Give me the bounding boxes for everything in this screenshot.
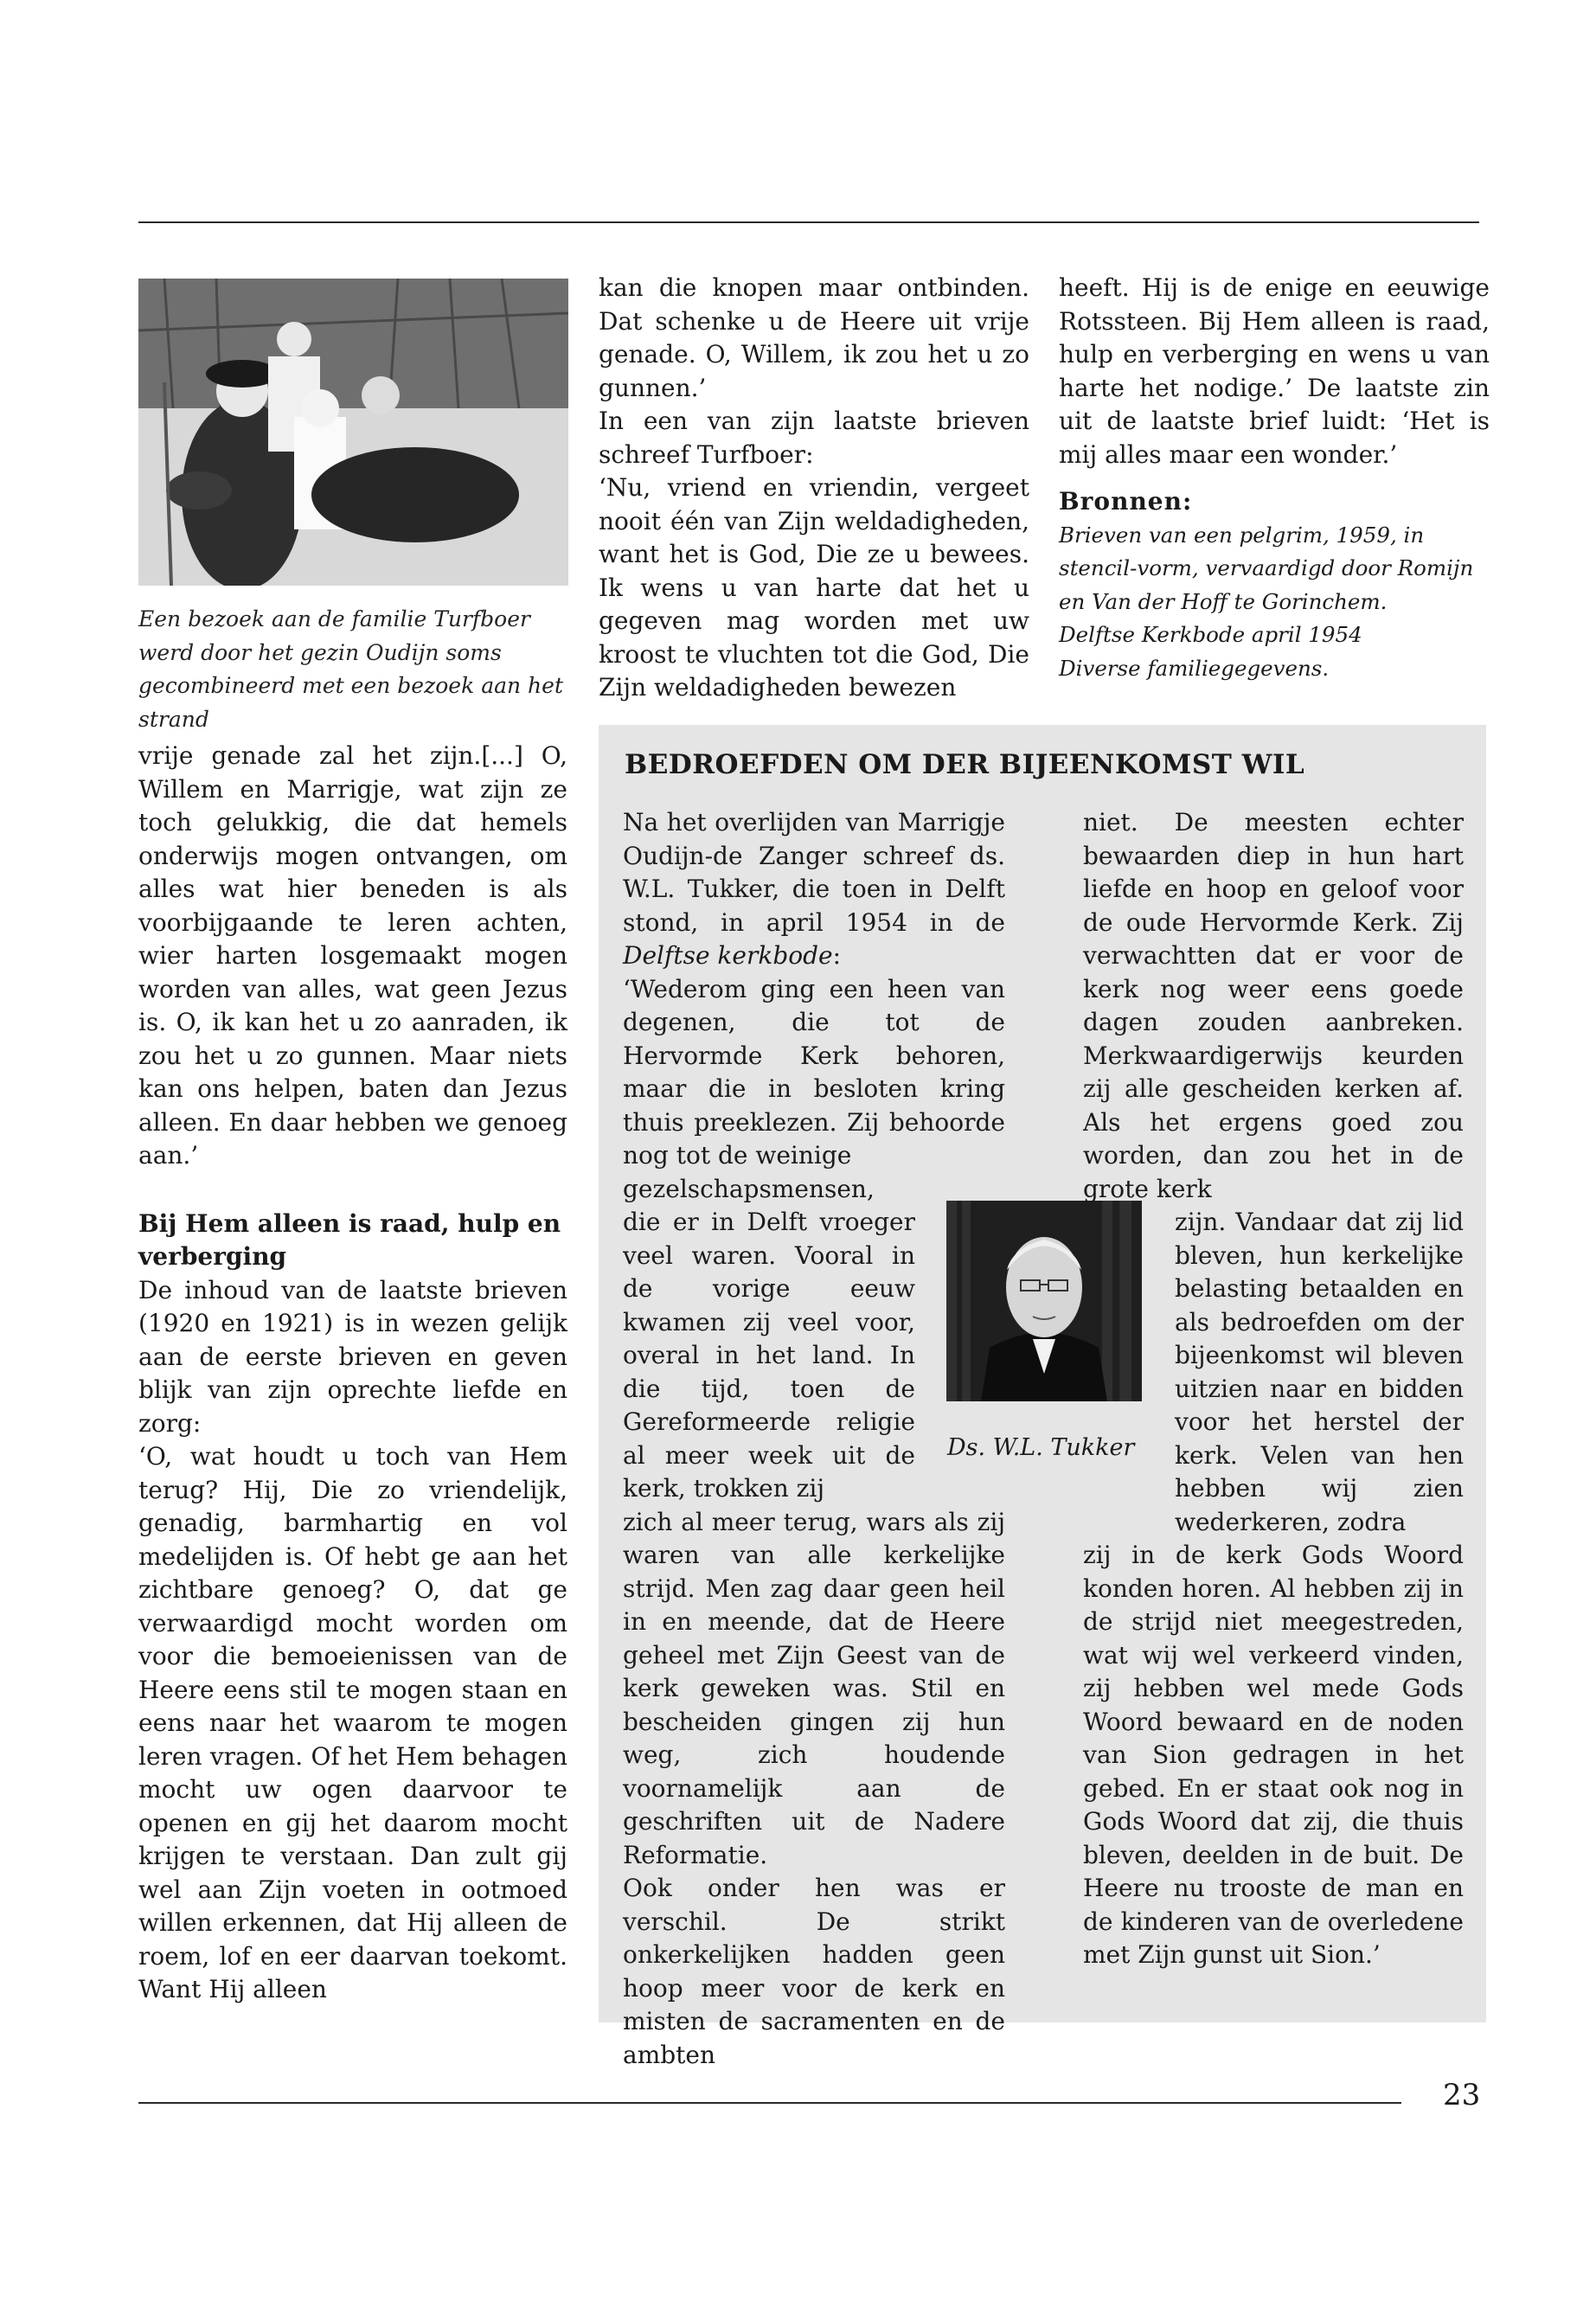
sources-heading: Bronnen: (1059, 487, 1193, 516)
paragraph: zich al meer terug, wars als zij waren van alle kerkelijke strijd. Men zag daar geen heil in en meende, dat de Heere geheel met Zijn Geest van de kerk geweken was. Stil en bescheiden gingen zij hun weg, zich houdende voornamelijk aan de geschriften uit de Nadere Reformatie. (623, 1507, 1005, 1869)
paragraph: kan die knopen maar ontbinden. Dat schenke u de Heere uit vrije genade. O, Willem, ik zou het u zo gunnen.’ (599, 273, 1029, 402)
source-item: Delftse Kerkbode april 1954 (1059, 622, 1362, 647)
sidebar-box-title: BEDROEFDEN OM DER BIJEENKOMST WIL (625, 749, 1305, 780)
paragraph: niet. De meesten echter bewaarden diep in hun hart liefde en hoop en geloof voor de oude Hervormde Kerk. Zij verwachtten dat er voor de kerk nog weer eens goede dagen zouden aanbreken. Merkwaardigerwijs keurden zij alle gescheiden kerken af. Als het ergens goed zou worden, dan zou het in de grote kerk (1083, 808, 1464, 1203)
source-item: Brieven van een pelgrim, 1959, in stencil-vorm, vervaardigd door Romijn en Van der Hoff te Gorinchem. (1059, 522, 1474, 614)
paragraph: In een van zijn laatste brieven schreef Turfboer: (599, 407, 1029, 469)
top-rule (138, 221, 1479, 223)
paragraph: ‘Wederom ging een heen van degenen, die tot de Hervormde Kerk behoren, maar die in besloten kring thuis preeklezen. Zij behoorde nog tot de weinige (623, 974, 1005, 1170)
section-subheading: Bij Hem alleen is raad, hulp en verberging (138, 1208, 561, 1271)
paragraph: vrije genade zal het zijn.[...] O, Willem en Marrigje, wat zijn ze toch gelukkig, die dat hemels onderwijs mogen ontvangen, om alles wat hier beneden is als voorbijgaande te leren achten, wier harten losgemaakt mogen worden van alles, wat geen Jezus is. O, ik kan het u zo aanraden, ik zou het u zo gunnen. Maar niets kan ons helpen, baten dan Jezus alleen. En daar hebben we genoeg aan.’ (138, 741, 567, 1170)
colon: : (832, 941, 842, 970)
top-middle-column (599, 272, 1029, 705)
paragraph: zijn. Vandaar dat zij lid bleven, hun kerkelijke belasting betaalden en als bedroefden om der bijeenkomst wil bleven uitzien naar en bidden voor het herstel der kerk. Velen van hen hebben wij zien wederkeren, zodra (1175, 1208, 1464, 1536)
paragraph: ‘Nu, vriend en vriendin, vergeet nooit één van Zijn weldadigheden, want het is God, Die ze u bewees. Ik wens u van harte dat het u gegeven mag worden met uw kroost te vluchten tot die God, Die Zijn weldadigheden bewezen (599, 473, 1029, 702)
paragraph: gezelschapsmensen, die er in Delft vroeger veel waren. Vooral in de vorige eeuw kwamen zij veel voor, overal in het land. In die tijd, toen de Gereformeerde religie al meer week uit de kerk, trokken zij (623, 1174, 915, 1503)
paragraph: ‘O, wat houdt u toch van Hem terug? Hij, Die zo vriendelijk, genadig, barmhartig en vol medelijden is. Of hebt ge aan het zichtbare genoeg? O, dat ge verwaardigd mocht worden om voor die bemoeienissen van de Heere eens stil te mogen staan en eens naar het waarom te mogen leren vragen. Of het Hem behagen mocht uw ogen daarvoor te openen en gij het daarom mocht krijgen te verstaan. Dan zult gij wel aan Zijn voeten in ootmoed willen erkennen, dat Hij alleen de roem, lof en eer daarvan toekomt. Want Hij alleen (138, 1442, 567, 2003)
beach-photo-caption: Een bezoek aan de familie Turfboer werd door het gezin Oudijn soms gecombineerd met een bezoek aan het strand (138, 606, 563, 732)
beach-photo-illustration (138, 279, 568, 586)
source-title: Delftse kerkbode (623, 941, 833, 970)
left-column (138, 740, 567, 2007)
bottom-rule (138, 2102, 1401, 2104)
page-number: 23 (1443, 2078, 1481, 2112)
portrait-caption: Ds. W.L. Tukker (947, 1434, 1135, 1461)
top-right-column (1059, 272, 1490, 685)
beach-family-photo (138, 279, 568, 586)
paragraph: Ook onder hen was er verschil. De strikt onkerkelijken hadden geen hoop meer voor de kerk en misten de sacramenten en de ambten (623, 1874, 1005, 2069)
paragraph (623, 806, 1005, 973)
paragraph: zij in de kerk Gods Woord konden horen. Al hebben zij in de strijd niet meegestreden, wat wij wel verkeerd vinden, zij hebben wel mede Gods Woord bewaard en de noden van Sion gedragen in het gebed. En er staat ook nog in Gods Woord dat zij, die thuis bleven, deelden in de buit. De Heere nu trooste de man en de kinderen van de overledene met Zijn gunst uit Sion.’ (1083, 1541, 1464, 1969)
paragraph: De inhoud van de laatste brieven (1920 en 1921) is in wezen gelijk aan de eerste brieven en geven blijk van zijn oprechte liefde en zorg: (138, 1275, 567, 1438)
intro-text: Na het overlijden van Marrigje Oudijn-de Zanger schreef ds. W.L. Tukker, die toen in Delft stond, in april 1954 in de (623, 808, 1005, 937)
source-item: Diverse familiegegevens. (1059, 655, 1330, 681)
sidebar-column-2 (1083, 806, 1464, 1972)
paragraph: heeft. Hij is de enige en eeuwige Rotssteen. Bij Hem alleen is raad, hulp en verberging en wens u van harte het nodige.’ De laatste zin uit de laatste brief luidt: ‘Het is mij alles maar een wonder.’ (1059, 273, 1490, 469)
